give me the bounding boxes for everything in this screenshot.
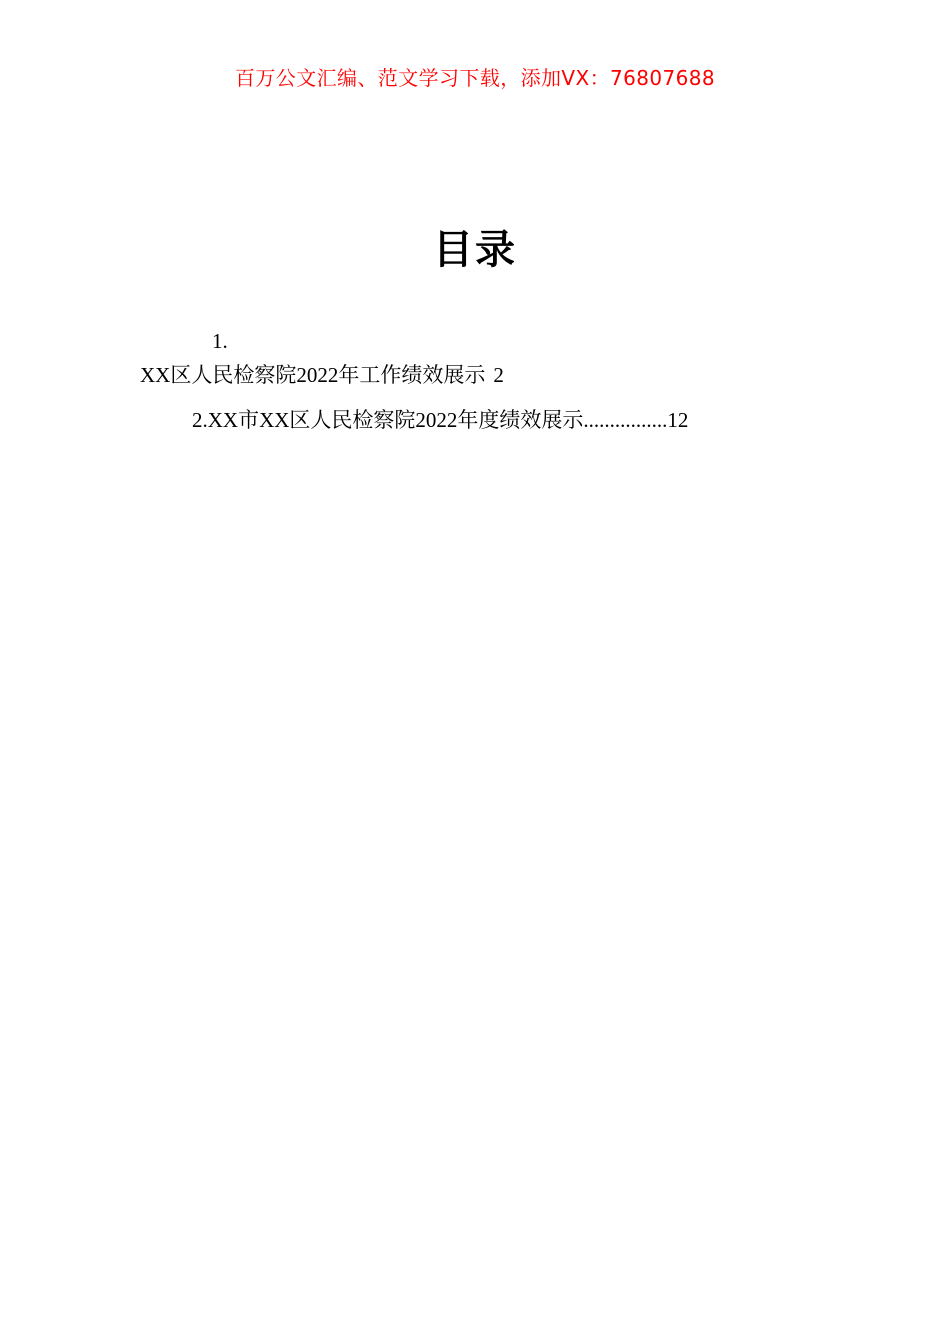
toc-entry[interactable]	[140, 404, 840, 437]
toc-leader-dots: ................	[583, 408, 668, 433]
toc-entry-title: XX区人民检察院2022年工作绩效展示	[140, 362, 486, 387]
toc-entry-title: XX市XX区人民检察院2022年度绩效展示	[207, 408, 584, 433]
promo-banner: 百万公文汇编、范文学习下载，添加VX：76807688	[235, 66, 715, 90]
toc-entry[interactable]	[140, 325, 840, 392]
toc-entry-page: 12	[667, 408, 689, 433]
toc-entry-number: 2.	[192, 408, 208, 433]
toc-entry-page: 2	[493, 362, 504, 387]
toc-entry-number: 1.	[212, 329, 228, 353]
table-of-contents	[140, 325, 840, 437]
page-title: 目录	[433, 227, 517, 273]
